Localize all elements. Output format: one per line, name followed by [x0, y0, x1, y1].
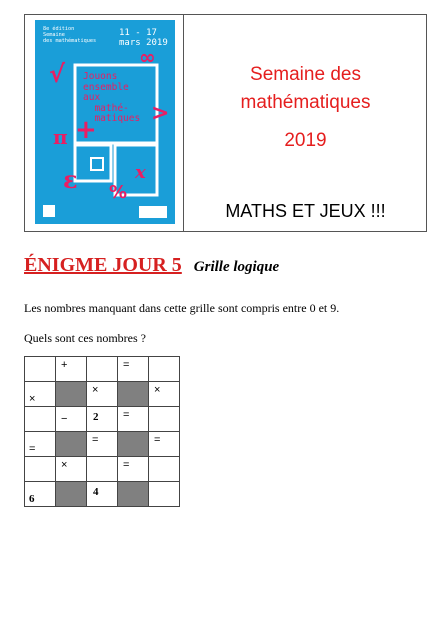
grid-cell[interactable] — [149, 357, 180, 382]
poster-image — [35, 20, 175, 224]
operator-equals: = — [123, 359, 130, 371]
grid-cell[interactable] — [87, 357, 118, 382]
grid-cell-blocked — [56, 382, 87, 407]
header-title-text: Semaine des mathématiques — [240, 64, 371, 113]
poster-frame-shape — [91, 158, 103, 170]
grid-cell — [149, 382, 180, 407]
enigma-title: ÉNIGME JOUR 5 — [24, 254, 182, 276]
grid-cell-blocked — [56, 432, 87, 457]
operator-equals: = — [123, 409, 130, 421]
grid-cell — [118, 407, 149, 432]
poster-slogan: Jouons ensemble aux mathé- matiques — [83, 71, 141, 124]
pi-symbol: π — [53, 125, 68, 149]
grid-cell-blocked — [118, 382, 149, 407]
given-number: 6 — [29, 493, 35, 505]
instruction-text: Les nombres manquant dans cette grille sont compris entre 0 et 9. — [24, 301, 340, 315]
x-symbol: x — [135, 162, 146, 183]
grid-cell — [118, 357, 149, 382]
header-box — [24, 14, 427, 232]
grid-cell — [25, 382, 56, 407]
grid-cell[interactable] — [25, 407, 56, 432]
grid-cell-blocked — [118, 482, 149, 507]
question-text: Quels sont ces nombres ? — [24, 331, 146, 345]
poster-edition: 8e édition Semaine des mathématiques — [43, 26, 97, 44]
operator-equals: = — [29, 443, 36, 455]
grid-row — [25, 382, 180, 407]
header-subtitle: MATHS ET JEUX !!! — [225, 201, 386, 221]
given-number: 4 — [93, 486, 99, 498]
grid-row — [25, 407, 180, 432]
enigma-heading — [24, 254, 279, 277]
republic-logo — [43, 205, 55, 217]
enigma-subtitle: Grille logique — [193, 259, 280, 275]
grid-cell[interactable] — [149, 407, 180, 432]
grid-cell-blocked — [118, 432, 149, 457]
logic-grid — [24, 356, 180, 507]
grid-cell — [87, 382, 118, 407]
grid-cell — [87, 432, 118, 457]
grid-row — [25, 357, 180, 382]
header-title — [184, 61, 427, 155]
operator-plus: + — [61, 359, 68, 371]
grid-row — [25, 432, 180, 457]
grid-cell[interactable] — [149, 457, 180, 482]
grid-cell — [56, 357, 87, 382]
operator-times: × — [61, 459, 68, 471]
sqrt-symbol: √ — [49, 60, 66, 88]
plus-symbol: + — [75, 115, 97, 145]
grid-cell — [87, 407, 118, 432]
operator-equals: = — [123, 459, 130, 471]
infinity-symbol: ∞ — [139, 45, 156, 69]
operator-minus: − — [61, 413, 68, 425]
operator-times: × — [29, 393, 36, 405]
grid-cell-blocked — [56, 482, 87, 507]
grid-cell — [149, 432, 180, 457]
epsilon-symbol: ε — [63, 165, 78, 194]
grid-cell — [25, 432, 56, 457]
grid-cell — [118, 457, 149, 482]
grid-cell — [56, 457, 87, 482]
header-year: 2019 — [284, 130, 327, 151]
grid-cell — [56, 407, 87, 432]
grid-row — [25, 457, 180, 482]
grid-cell[interactable] — [25, 457, 56, 482]
operator-equals: = — [92, 434, 99, 446]
grid-cell — [25, 482, 56, 507]
grid-cell — [87, 482, 118, 507]
poster-dates: 11 - 17 mars 2019 — [119, 28, 168, 48]
operator-times: × — [154, 384, 161, 396]
greater-symbol: > — [151, 101, 170, 126]
percent-symbol: % — [109, 182, 128, 203]
grid-cell[interactable] — [87, 457, 118, 482]
operator-equals: = — [154, 434, 161, 446]
grid-row — [25, 482, 180, 507]
grid-cell[interactable] — [25, 357, 56, 382]
given-number: 2 — [93, 411, 99, 423]
grid-cell[interactable] — [149, 482, 180, 507]
poster-frame-shape — [75, 145, 111, 181]
ministry-logo — [139, 206, 167, 218]
operator-times: × — [92, 384, 99, 396]
